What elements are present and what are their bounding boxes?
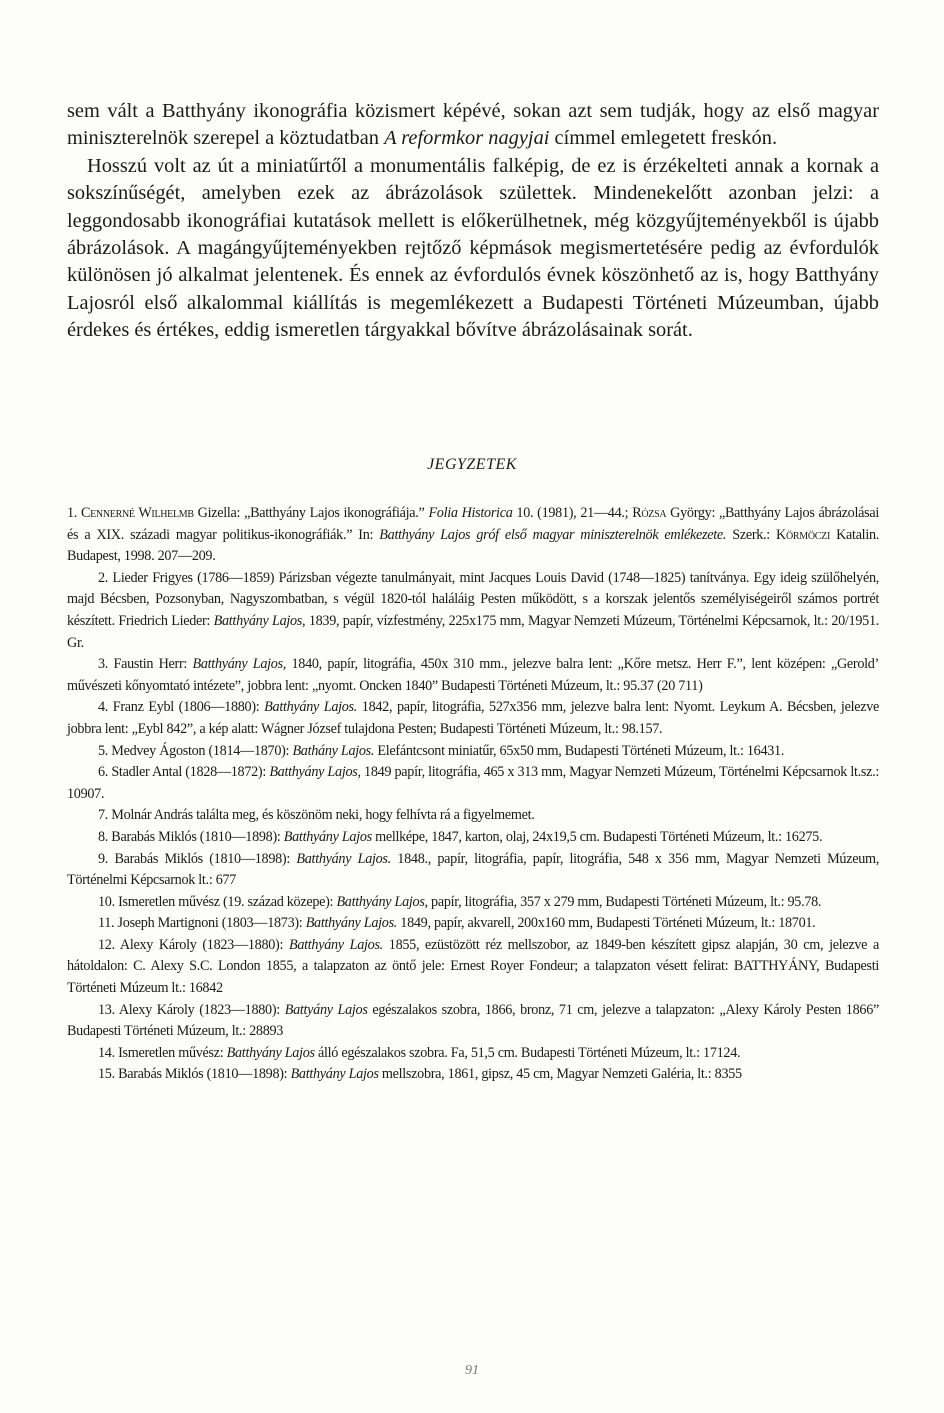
notes-heading: JEGYZETEK <box>427 456 517 473</box>
fresco-title: A reformkor nagyjai <box>384 127 550 150</box>
note-12-title: Batthyány Lajos. <box>288 936 383 953</box>
note-2-title: Batthyány Lajos, <box>213 612 306 629</box>
body-text <box>67 98 879 345</box>
note-6-title: Batthyány Lajos, <box>269 764 361 781</box>
note-4-end: 1842, papír, litográfia, 527x356 mm, jelezve balra lent: Nyomt. Leykum A. Bécsben, jelezve jobbra lent: „Eybl 842”, a kép alatt: Wágner József tulajdona Pesten; Budapesti Történeti Múzeum, lt.: 98.157. <box>67 699 879 737</box>
note-8-end: mellképe, 1847, karton, olaj, 24x19,5 cm. Budapesti Történeti Múzeum, lt.: 16275. <box>371 828 823 845</box>
note-2-end: 1839, papír, vízfestmény, 225x175 mm, Magyar Nemzeti Múzeum, Történelmi Képcsarnok, lt.: 20/1951. Gr. <box>67 612 879 651</box>
note-3-end: 1840, papír, litográfia, 450x 310 mm., jelezve balra lent: „Kőre metsz. Herr F.”, lent középen: „Gerold’ művészeti kőnyomtató intézete”, jobbra lent: „nyomt. Oncken 1840” Budapesti Történeti Múzeum, lt.: 95.37 (20 711) <box>67 656 879 694</box>
note-2-text: 2. Lieder Frigyes (1786—1859) Párizsban végezte tanulmányait, mint Jacques Louis David (1748—1825) tanítványa. Egy ideig szülőhelyén, majd Bécsben, Pozsonyban, Nagyszombatban, s végül 1820-tól haláláig Pesten működött, s a korszak jelentős személyiségeiről számos portrét készített. Friedrich Lieder: <box>67 569 879 629</box>
note-15 <box>67 1064 879 1086</box>
body-paragraph-1-end: címmel emlegetett freskón. <box>549 127 778 150</box>
note-12-text: 12. Alexy Károly (1823—1880): <box>98 936 289 953</box>
note-8-title: Batthyány Lajos <box>283 828 372 845</box>
note-10-title: Batthyány Lajos, <box>336 893 428 910</box>
note-3-title: Batthyány Lajos, <box>192 656 287 673</box>
note-1-text-b: Gizella: „Batthyány Lajos ikonográfiája.” <box>193 505 429 521</box>
note-11-title: Batthyány Lajos. <box>305 915 398 932</box>
note-9-text: 9. Barabás Miklós (1810—1898): <box>98 850 297 867</box>
note-12 <box>67 935 879 1000</box>
note-9-end: 1848., papír, litográfia, papír, litográfia, 548 x 356 mm, Magyar Nemzeti Múzeum, Történelmi Képcsarnok lt.: 677 <box>67 850 879 889</box>
notes-list <box>67 503 879 1086</box>
note-12-end: 1855, ezüstözött réz mellszobor, az 1849-ben készített gipsz alapján, 30 cm, jelezve a hátoldalon: C. Alexy S.C. London 1855, a talapzaton az öntő jele: Ernest Royer Fondeur; a talapzaton vésett felirat: BATTHYÁNY, Budapesti Történeti Múzeum lt.: 16842 <box>67 936 879 997</box>
note-10-end: papír, litográfia, 357 x 279 mm, Budapesti Történeti Múzeum, lt.: 95.78. <box>427 893 822 910</box>
note-1-author-2: Rózsa <box>632 505 667 521</box>
note-6-end: 1849 papír, litográfia, 465 x 313 mm, Magyar Nemzeti Múzeum, Történelmi Képcsarnok lt.sz.: 10907. <box>67 764 880 802</box>
note-11-text: 11. Joseph Martignoni (1803—1873): <box>98 915 306 932</box>
note-1 <box>67 503 879 568</box>
note-6-text: 6. Stadler Antal (1828—1872): <box>98 764 270 781</box>
note-5-end: Elefántcsont miniatűr, 65x50 mm, Budapesti Történeti Múzeum, lt.: 16431. <box>374 742 785 759</box>
note-3 <box>67 654 879 697</box>
note-11 <box>67 913 879 935</box>
note-5 <box>67 741 879 763</box>
note-1-author: Cennerné Wilhelmb <box>80 505 194 521</box>
note-5-text: 5. Medvey Ágoston (1814—1870): <box>98 742 293 759</box>
note-10 <box>67 892 879 914</box>
note-2 <box>67 568 879 654</box>
note-14-text: 14. Ismeretlen művész: <box>98 1044 227 1061</box>
note-3-text: 3. Faustin Herr: <box>98 656 193 673</box>
note-7 <box>67 805 879 827</box>
note-6 <box>67 762 879 805</box>
note-14-title: Batthyány Lajos <box>226 1044 315 1061</box>
note-1-text-c: 10. (1981), 21—44.; <box>512 505 633 521</box>
note-9 <box>67 849 879 892</box>
note-11-end: 1849, papír, akvarell, 200x160 mm, Budapesti Történeti Múzeum, lt.: 18701. <box>397 915 816 932</box>
body-paragraph-1-text: sem vált a Batthyány ikonográfia közismert képévé, sokan azt sem tudják, hogy az első magyar miniszterelnök szerepel a köztudatban <box>67 100 879 150</box>
note-9-title: Batthyány Lajos. <box>296 850 391 867</box>
note-15-text: 15. Barabás Miklós (1810—1898): <box>98 1066 291 1083</box>
note-4-title: Batthyány Lajos. <box>264 699 358 716</box>
note-13 <box>67 1000 879 1043</box>
note-7-text: 7. Molnár András találta meg, és köszönöm neki, hogy felhívta rá a figyelmemet. <box>98 807 535 824</box>
note-1-editor: Körmöczi <box>776 526 830 543</box>
body-paragraph-2: Hosszú volt az út a miniatűrtől a monumentális falképig, de ez is érzékelteti annak a kornak a sokszínűségét, amelyben ezek az ábrázolások születtek. Mindenekelőtt azonban jelzi: a leggondosabb ikonográfiai kutatások mellett is előkerülhetnek, még közgyűjteményekből is újabb ábrázolások. A magángyűjteményekben rejtőző képmások megismertetésére pedig az évfordulók különösen jó alkalmat jelentenek. És ennek az évfordulós évnek köszönhető az is, hogy Batthyány Lajosról első alkalommal kiállítás is megemlékezett a Budapesti Történeti Múzeumban, újabb érdekes és értékes, eddig ismeretlen tárgyakkal bővítve ábrázolásainak sorát. <box>67 154 879 342</box>
note-15-end: mellszobra, 1861, gipsz, 45 cm, Magyar Nemzeti Galéria, lt.: 8355 <box>378 1066 742 1083</box>
page-number: 91 <box>465 1363 479 1378</box>
note-1-num: 1. <box>67 505 81 521</box>
note-13-title: Battyány Lajos <box>284 1001 368 1018</box>
note-1-text-e: Szerk.: <box>726 526 777 543</box>
note-8 <box>67 827 879 849</box>
note-10-text: 10. Ismeretlen művész (19. század közepe): <box>98 893 337 910</box>
note-1-text-f: Katalin. Budapest, 1998. 207—209. <box>67 526 880 565</box>
note-1-journal: Folia Historica <box>428 505 513 521</box>
note-15-title: Batthyány Lajos <box>290 1066 379 1083</box>
note-1-book: Batthyány Lajos gróf első magyar miniszterelnök emlékezete. <box>379 526 727 543</box>
note-5-title: Bathány Lajos. <box>292 742 375 759</box>
note-13-text: 13. Alexy Károly (1823—1880): <box>98 1001 285 1018</box>
note-1-text-d: György: „Batthyány Lajos ábrázolásai és a XIX. századi magyar politikus-ikonográfiák.” In: <box>67 505 879 543</box>
note-4 <box>67 697 879 740</box>
note-8-text: 8. Barabás Miklós (1810—1898): <box>98 828 284 845</box>
body-paragraph-1 <box>67 98 879 153</box>
note-14 <box>67 1043 879 1065</box>
note-4-text: 4. Franz Eybl (1806—1880): <box>98 699 265 716</box>
note-14-end: álló egészalakos szobra. Fa, 51,5 cm. Budapesti Történeti Múzeum, lt.: 17124. <box>314 1044 741 1061</box>
note-13-end: egészalakos szobra, 1866, bronz, 71 cm, jelezve a talapzaton: „Alexy Károly Pesten 1866” Budapesti Történeti Múzeum, lt.: 28893 <box>67 1001 879 1040</box>
